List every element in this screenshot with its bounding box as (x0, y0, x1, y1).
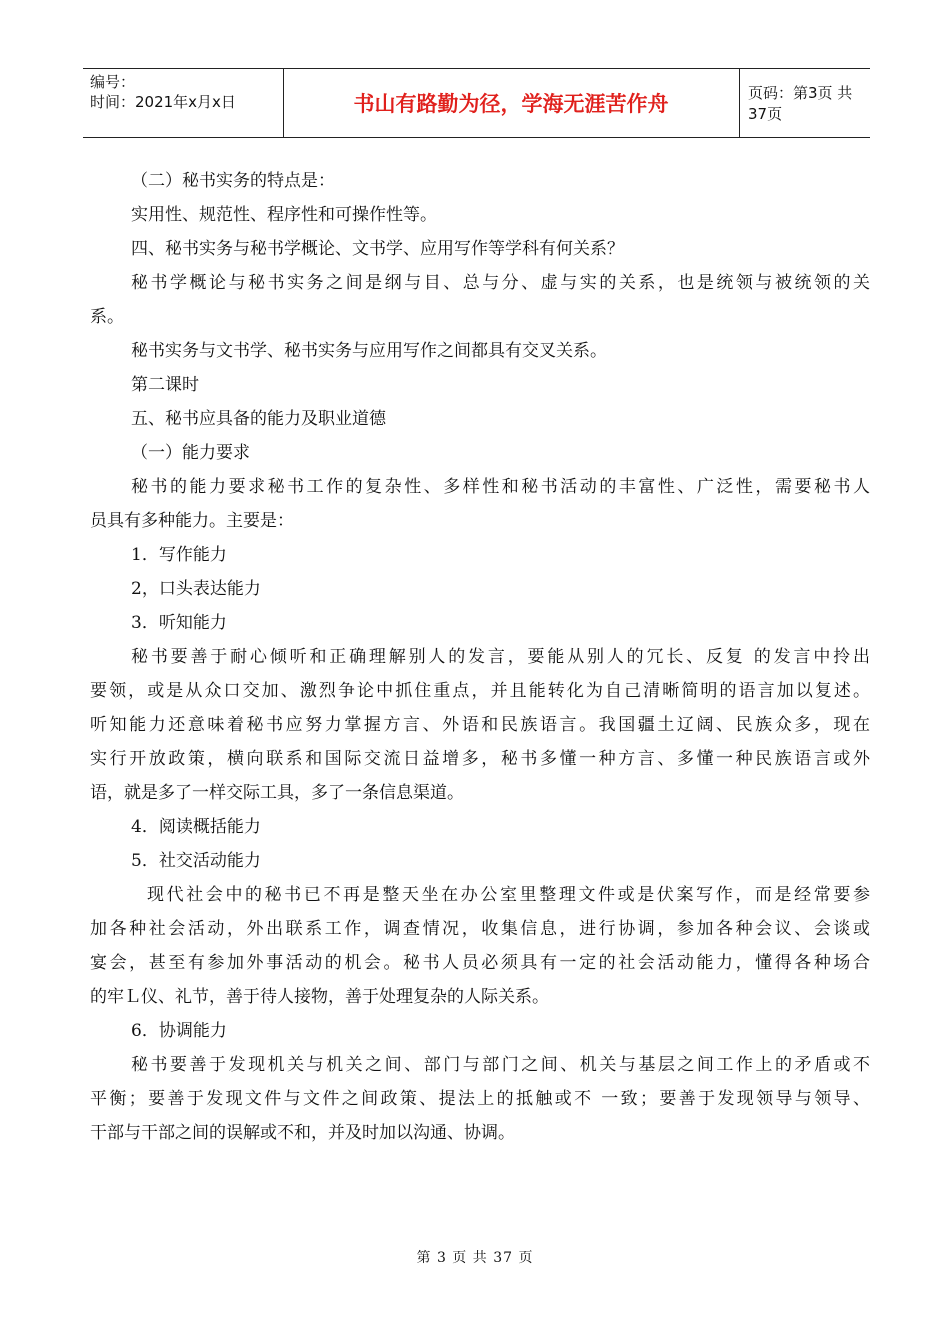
body-paragraph-line: 实行开放政策，横向联系和国际交流日益增多，秘书多懂一种方言、多懂一种民族语言或外 (90, 749, 870, 769)
header-motto: 书山有路勤为径，学海无涯苦作舟 (353, 92, 669, 116)
body-paragraph-line: 宴会，甚至有参加外事活动的机会。秘书人员必须具有一定的社会活动能力，懂得各种场合 (90, 953, 870, 973)
body-paragraph-line: 语，就是多了一样交际工具，多了一条信息渠道。 (90, 783, 464, 803)
body-paragraph-line: 要领，或是从众口交加、激烈争论中抓住重点，并且能转化为自己清晰简明的语言加以复述。 (90, 681, 870, 701)
document-date-label: 时间：2021年x月x日 (90, 93, 236, 111)
list-item: 1．写作能力 (131, 545, 227, 565)
body-paragraph-line: 平衡；要善于发现文件与文件之间政策、提法上的抵触或不 一致；要善于发现领导与领导、 (90, 1089, 870, 1109)
body-paragraph-line: 听知能力还意味着秘书应努力掌握方言、外语和民族语言。我国疆土辽阔、民族众多，现在 (90, 715, 870, 735)
section-heading: 四、秘书实务与秘书学概论、文书学、应用写作等学科有何关系？ (131, 239, 624, 259)
document-number-label: 编号： (90, 73, 136, 91)
body-paragraph-line: 加各种社会活动，外出联系工作，调查情况，收集信息，进行协调，参加各种会议、会谈或 (90, 919, 870, 939)
section-subheading: （一）能力要求 (131, 443, 250, 463)
body-paragraph-line: 的牢Ｌ仪、礼节，善于待人接物，善于处理复杂的人际关系。 (90, 987, 549, 1007)
body-paragraph-line: 秘书要善于耐心倾听和正确理解别人的发言，要能从别人的冗长、反复 的发言中拎出 (131, 647, 870, 667)
body-paragraph-line: 秘书的能力要求秘书工作的复杂性、多样性和秘书活动的丰富性、广泛性，需要秘书人 (131, 477, 870, 497)
page-header (83, 68, 870, 138)
body-paragraph-line: 秘书学概论与秘书实务之间是纲与目、总与分、虚与实的关系，也是统领与被统领的关 (131, 273, 870, 293)
body-paragraph-line: 系。 (90, 307, 124, 327)
body-paragraph-line: 员具有多种能力。主要是： (90, 511, 294, 531)
list-item: 4．阅读概括能力 (131, 817, 261, 837)
body-paragraph-line: 现代社会中的秘书已不再是整天坐在办公室里整理文件或是伏案写作，而是经常要参 (147, 885, 870, 905)
lesson-heading: 第二课时 (131, 375, 199, 395)
body-paragraph-line: 干部与干部之间的误解或不和，并及时加以沟通、协调。 (90, 1123, 515, 1143)
list-item: 3．听知能力 (131, 613, 227, 633)
body-paragraph: 秘书实务与文书学、秘书实务与应用写作之间都具有交叉关系。 (131, 341, 607, 361)
body-paragraph-line: 秘书要善于发现机关与机关之间、部门与部门之间、机关与基层之间工作上的矛盾或不 (131, 1055, 870, 1075)
section-heading: 五、秘书应具备的能力及职业道德 (131, 409, 386, 429)
list-item: 6．协调能力 (131, 1021, 227, 1041)
header-page-info: 页码：第3页 共37页 (748, 84, 853, 123)
header-motto-cell (283, 69, 740, 137)
body-paragraph: 实用性、规范性、程序性和可操作性等。 (131, 205, 437, 225)
page-footer: 第 3 页 共 37 页 (416, 1250, 534, 1266)
header-right-cell (740, 69, 870, 137)
list-item: 5．社交活动能力 (131, 851, 261, 871)
list-item: 2，口头表达能力 (131, 579, 261, 599)
section-subheading: （二）秘书实务的特点是： (131, 171, 335, 191)
document-body (90, 164, 870, 1150)
header-left-cell (83, 69, 284, 137)
